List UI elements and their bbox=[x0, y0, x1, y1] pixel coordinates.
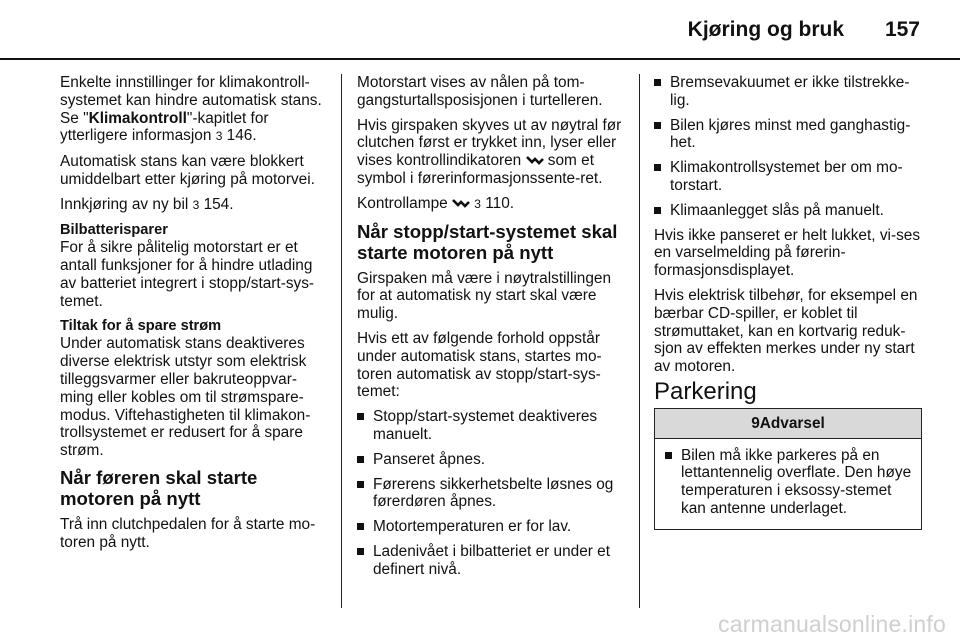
start-stop-indicator-icon bbox=[452, 197, 470, 209]
paragraph bbox=[60, 74, 328, 146]
header-rule bbox=[0, 58, 960, 60]
page-number: 157 bbox=[884, 18, 920, 41]
section-heading: Når føreren skal starte motoren på nytt bbox=[60, 466, 258, 509]
page-header bbox=[0, 0, 960, 58]
column-3 bbox=[654, 74, 924, 530]
list-item: Klimakontrollsystemet ber om mo-torstart. bbox=[654, 159, 924, 195]
warning-header bbox=[655, 409, 921, 439]
text: Kontrollampe bbox=[357, 194, 452, 212]
list-item: Klimaanlegget slås på manuelt. bbox=[654, 202, 924, 220]
bullet-list bbox=[654, 74, 924, 220]
paragraph: For å sikre pålitelig motorstart er et antall funksjoner for å hindre utlading av batteriet integrert i stopp/start-sys-temet. bbox=[60, 239, 315, 310]
paragraph: Girspaken må være i nøytralstillingen for at automatisk ny start skal være mulig. bbox=[357, 269, 612, 323]
paragraph: Under automatisk stans deaktiveres diverse elektrisk utstyr som elektrisk tilleggsvarmer eller bakruteoppvar-ming eller kobles om til strømspare-modus. Viftehastigheten til klimakon-trollsystemet er redusert for å spare strøm. bbox=[60, 335, 311, 460]
column-divider bbox=[341, 74, 342, 608]
paragraph: Hvis ett av følgende forhold oppstår under automatisk stans, startes mo-toren automatisk av stopp/start-sys-temet: bbox=[357, 329, 602, 401]
bullet-list bbox=[357, 408, 627, 578]
warning-box bbox=[654, 408, 922, 530]
list-item: Førerens sikkerhetsbelte løsnes og førerdøren åpnes. bbox=[357, 476, 627, 512]
list-item: Bilen må ikke parkeres på en lettantennelig overflate. Den høye temperaturen i eksossy-stemet kan antenne underlaget. bbox=[665, 447, 915, 518]
watermark: carmanualsonline.info bbox=[718, 611, 946, 637]
page-ref-arrow-icon: 3 bbox=[474, 196, 481, 211]
warning-body bbox=[655, 439, 921, 529]
chapter-heading: Parkering bbox=[654, 377, 757, 405]
page-ref: 110. bbox=[485, 194, 515, 212]
paragraph: Trå inn clutchpedalen for å starte mo-toren på nytt. bbox=[60, 515, 316, 551]
text: "-kapitlet for ytterligere informasjon bbox=[60, 109, 269, 145]
paragraph bbox=[357, 117, 627, 188]
column-1 bbox=[60, 74, 328, 559]
list-item: Ladenivået i bilbatteriet er under et definert nivå. bbox=[357, 543, 627, 579]
paragraph bbox=[60, 196, 328, 215]
list-item: Bremsevakuumet er ikke tilstrekke-lig. bbox=[654, 74, 924, 110]
subheading: Bilbatterisparer bbox=[60, 221, 168, 238]
page-ref-arrow-icon: 3 bbox=[192, 197, 200, 212]
page-ref: 146. bbox=[226, 127, 257, 145]
text: Innkjøring av ny bil bbox=[60, 195, 193, 213]
chapter-reference: Klimakontroll bbox=[88, 109, 187, 127]
paragraph: Hvis ikke panseret er helt lukket, vi-ses en varselmelding på førerin-formasjonsdisplayet. bbox=[654, 226, 921, 280]
paragraph bbox=[357, 195, 627, 214]
text: Hvis girspaken skyves ut av nøytral før clutchen først er trykket inn, lyser eller vises kontrollindikatoren bbox=[357, 116, 622, 170]
page-ref-arrow-icon: 3 bbox=[215, 129, 223, 144]
text: Enkelte innstillinger for klimakontroll-systemet kan hindre automatisk stans. Se " bbox=[60, 74, 322, 127]
warning-title: Advarsel bbox=[759, 414, 825, 432]
column-divider bbox=[639, 74, 640, 608]
list-item: Motortemperaturen er for lav. bbox=[357, 518, 627, 536]
subheading: Tiltak for å spare strøm bbox=[60, 317, 222, 334]
paragraph: Motorstart vises av nålen på tom-gangsturtallsposisjonen i turtelleren. bbox=[357, 74, 603, 109]
start-stop-indicator-icon bbox=[526, 154, 544, 166]
header-title: Kjøring og bruk bbox=[687, 18, 844, 41]
paragraph: Automatisk stans kan være blokkert umiddelbart etter kjøring på motorvei. bbox=[60, 153, 315, 188]
list-item: Stopp/start-systemet deaktiveres manuelt. bbox=[357, 408, 627, 444]
text: som et symbol i førerinformasjonssente-ret. bbox=[357, 152, 603, 187]
list-item: Bilen kjøres minst med ganghastig-het. bbox=[654, 117, 924, 153]
bullet-list bbox=[665, 447, 915, 518]
column-2 bbox=[357, 74, 627, 586]
list-item: Panseret åpnes. bbox=[357, 451, 627, 469]
page-ref: 154. bbox=[203, 195, 234, 213]
section-heading: Når stopp/start-systemet skal starte motoren på nytt bbox=[357, 220, 618, 263]
paragraph: Hvis elektrisk tilbehør, for eksempel en bærbar CD-spiller, er koblet til strømuttaket, kan en kortvarig reduk-sjon av effekten merkes under ny start av motoren. bbox=[654, 286, 918, 376]
warning-triangle-icon: 9 bbox=[751, 414, 760, 432]
